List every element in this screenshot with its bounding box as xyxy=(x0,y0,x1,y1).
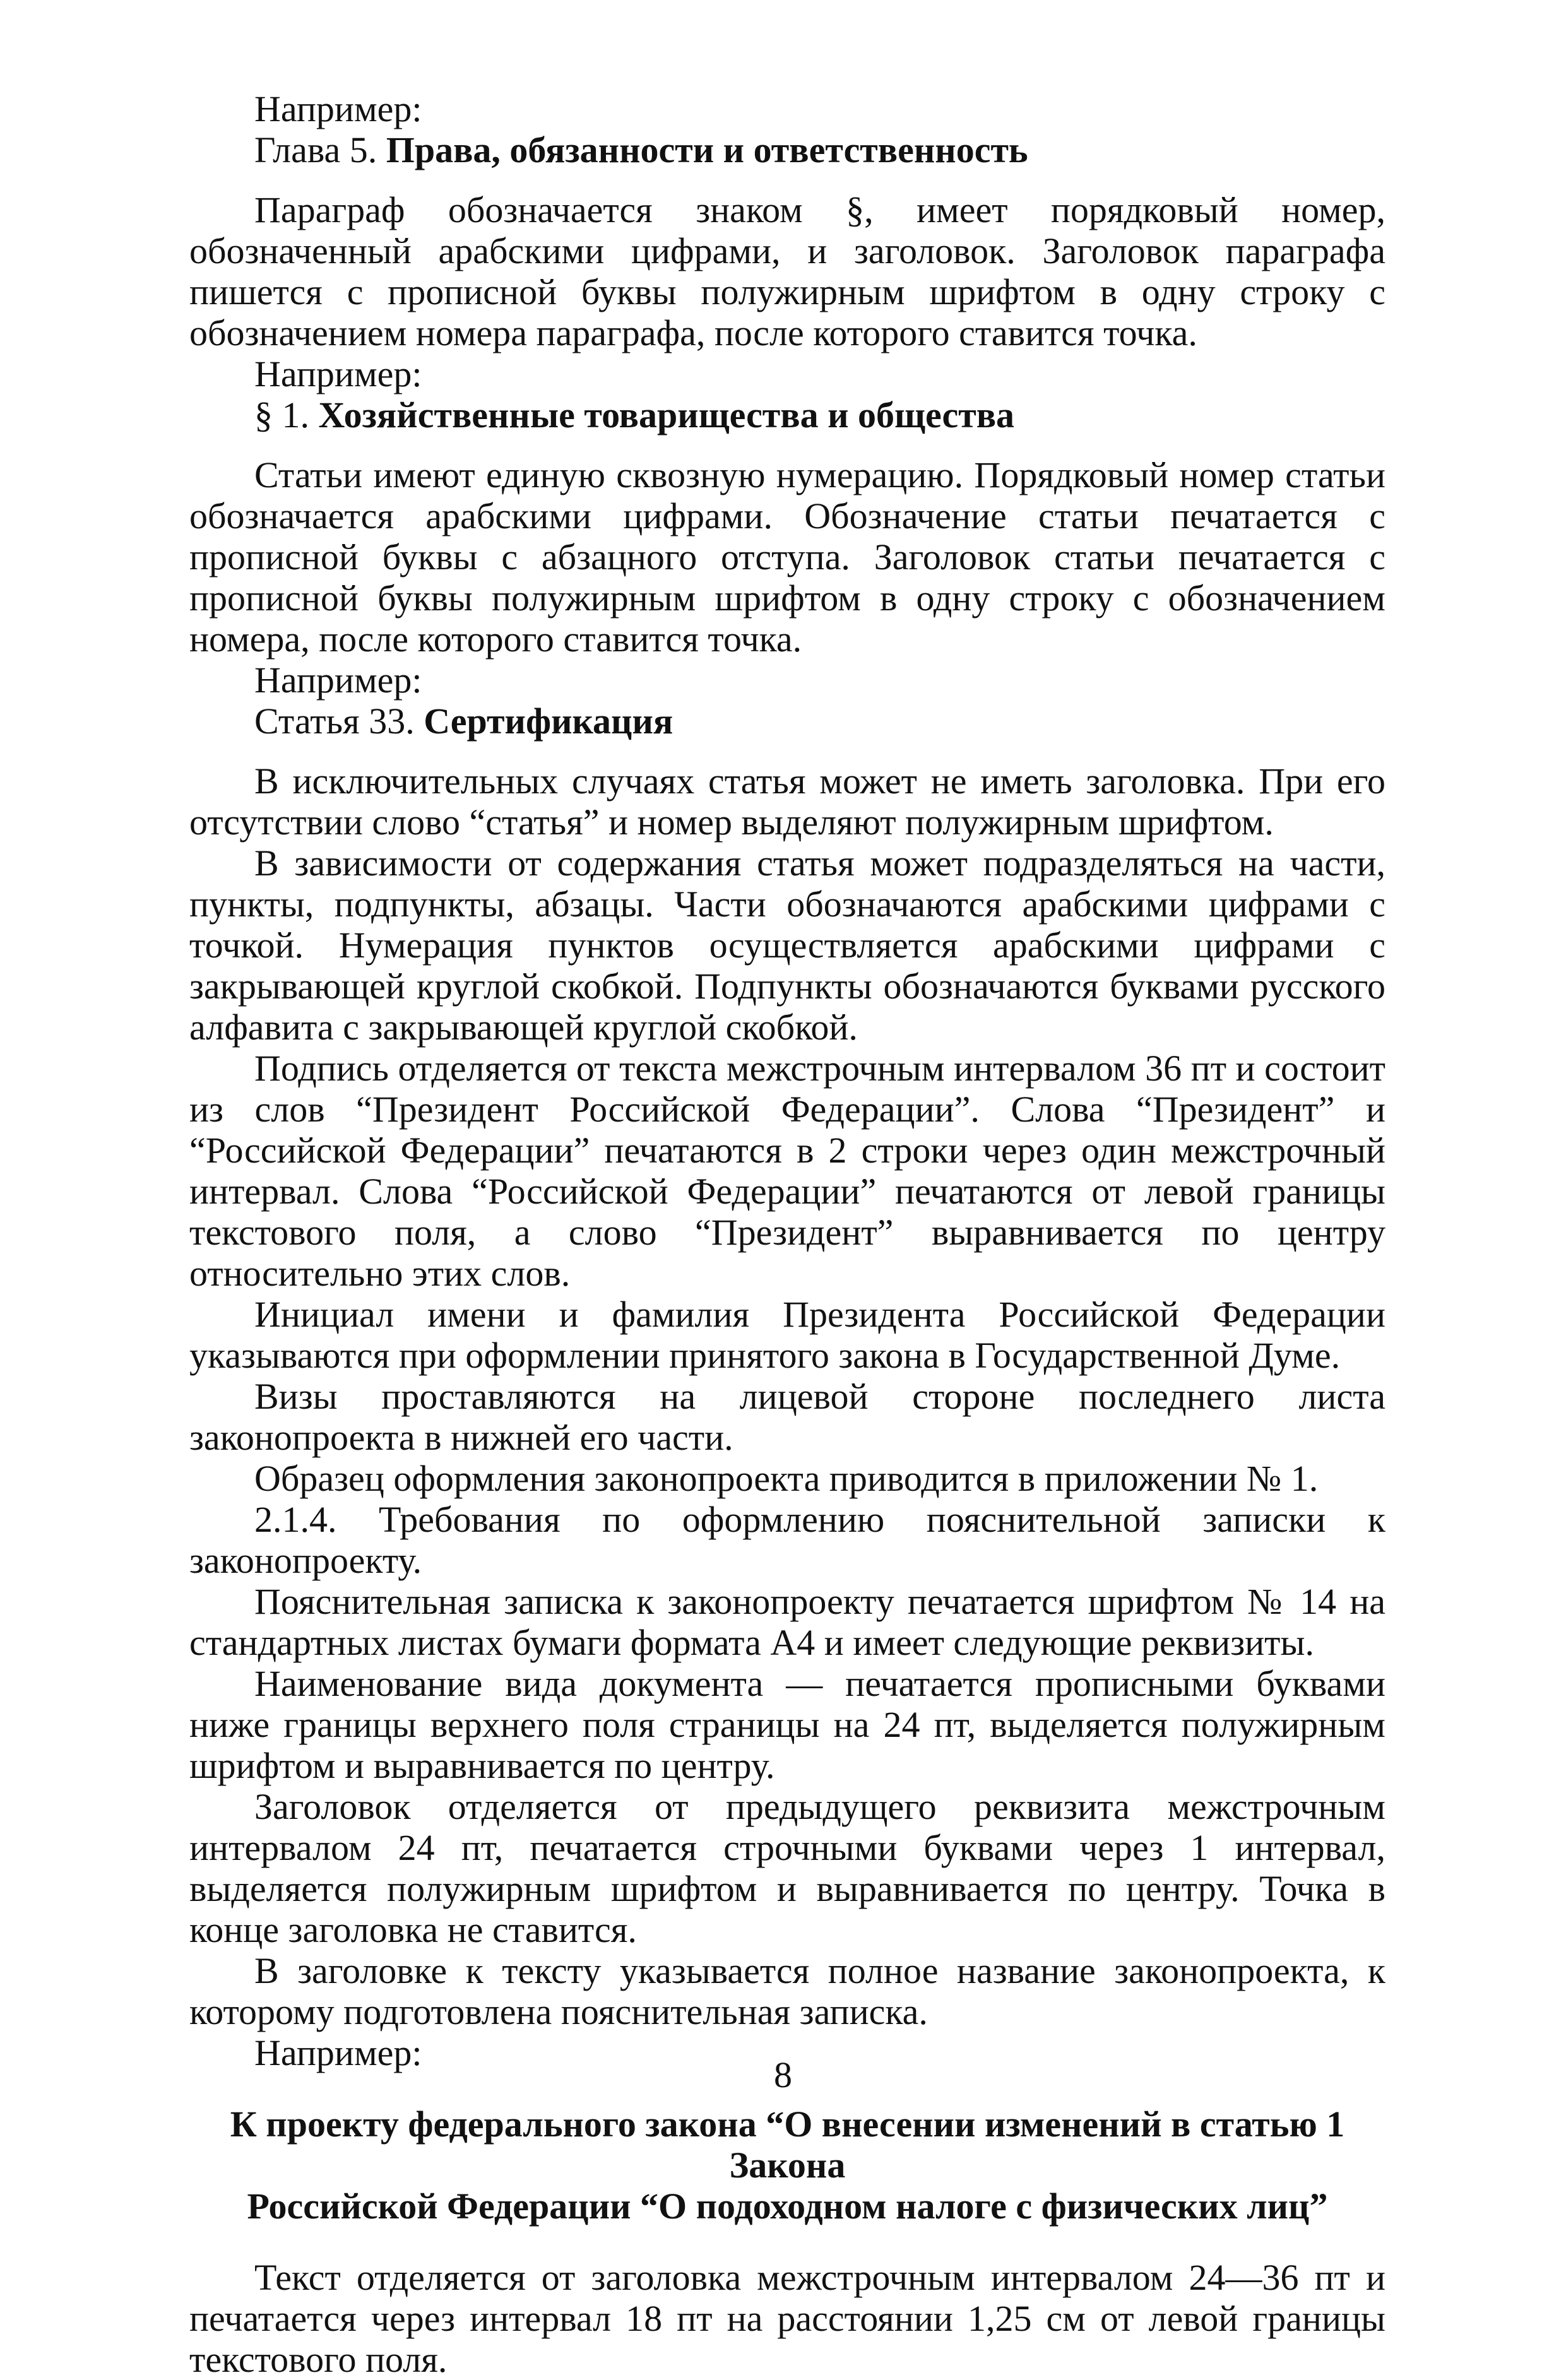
body-paragraph: Наименование вида документа — печатается прописными буквами ниже границы верхнего поля страницы на 24 пт, выделяется полужирным шрифтом и выравнивается по центру. xyxy=(189,1663,1385,1786)
example-label: Например: xyxy=(254,88,422,129)
body-paragraph: Визы проставляются на лицевой стороне последнего листа законопроекта в нижней его части. xyxy=(189,1376,1385,1458)
body-paragraph: В исключительных случаях статья может не иметь заголовка. При его отсутствии слово “статья” и номер выделяют полужирным шрифтом. xyxy=(189,761,1385,843)
article-rule: Статьи имеют единую сквозную нумерацию. Порядковый номер статьи обозначается арабскими цифрами. Обозначение статьи печатается с прописной буквы с абзацного отступа. Заголовок статьи печатается с прописной буквы полужирным шрифтом в одну строку с обозначением номера, после которого ставится точка. xyxy=(189,454,1385,660)
bold-heading-line-1: К проекту федерального закона “О внесении изменений в статью 1 Закона xyxy=(230,2104,1345,2186)
bold-heading-line-2: Российской Федерации “О подоходном налоге с физических лиц” xyxy=(247,2186,1328,2227)
paragraph-example xyxy=(189,394,1385,435)
example-label: Например: xyxy=(254,2032,422,2073)
chapter-example xyxy=(189,129,1385,170)
article-example xyxy=(189,701,1385,742)
page-number: 8 xyxy=(774,2054,792,2095)
body-paragraph: Пояснительная записка к законопроекту печатается шрифтом № 14 на стандартных листах бумаги формата А4 и имеет следующие реквизиты. xyxy=(189,1581,1385,1663)
example-label: Например: xyxy=(254,660,422,701)
article-example-title: Сертификация xyxy=(424,701,673,742)
body-paragraph: В зависимости от содержания статья может подразделяться на части, пункты, подпункты, абзацы. Части обозначаются арабскими цифрами с точкой. Нумерация пунктов осуществляется арабскими цифрами с закрывающей круглой скобкой. Подпункты обозначаются буквами русского алфавита с закрывающей круглой скобкой. xyxy=(189,843,1385,1048)
bold-heading xyxy=(189,2104,1385,2227)
example-label: Например: xyxy=(254,353,422,394)
chapter-example-prefix: Глава 5. xyxy=(254,129,386,170)
article-example-prefix: Статья 33. xyxy=(254,701,424,742)
body-paragraph: 2.1.4. Требования по оформлению пояснительной записки к законопроекту. xyxy=(189,1499,1385,1581)
body-paragraph: Образец оформления законопроекта приводится в приложении № 1. xyxy=(254,1458,1319,1499)
chapter-example-title: Права, обязанности и ответственность xyxy=(386,129,1028,170)
final-paragraph: Текст отделяется от заголовка межстрочным интервалом 24—36 пт и печатается через интервал 18 пт на расстоянии 1,25 см от левой границы текстового поля. xyxy=(189,2257,1385,2380)
paragraph-example-prefix: § 1. xyxy=(254,394,319,435)
body-paragraph: В заголовке к тексту указывается полное название законопроекта, к которому подготовлена пояснительная записка. xyxy=(189,1950,1385,2032)
paragraph-rule: Параграф обозначается знаком §, имеет порядковый номер, обозначенный арабскими цифрами, и заголовок. Заголовок параграфа пишется с прописной буквы полужирным шрифтом в одну строку с обозначением номера параграфа, после которого ставится точка. xyxy=(189,189,1385,353)
body-paragraph: Подпись отделяется от текста межстрочным интервалом 36 пт и состоит из слов “Президент Российской Федерации”. Слова “Президент” и “Российской Федерации” печатаются в 2 строки через один межстрочный интервал. Слова “Российской Федерации” печатаются от левой границы текстового поля, а слово “Президент” выравнивается по центру относительно этих слов. xyxy=(189,1048,1385,1294)
document-page xyxy=(189,88,1385,2380)
body-paragraph: Заголовок отделяется от предыдущего реквизита межстрочным интервалом 24 пт, печатается строчными буквами через 1 интервал, выделяется полужирным шрифтом и выравнивается по центру. Точка в конце заголовка не ставится. xyxy=(189,1786,1385,1950)
paragraph-example-title: Хозяйственные товарищества и общества xyxy=(318,394,1015,435)
body-paragraph: Инициал имени и фамилия Президента Российской Федерации указываются при оформлении принятого закона в Государственной Думе. xyxy=(189,1294,1385,1376)
